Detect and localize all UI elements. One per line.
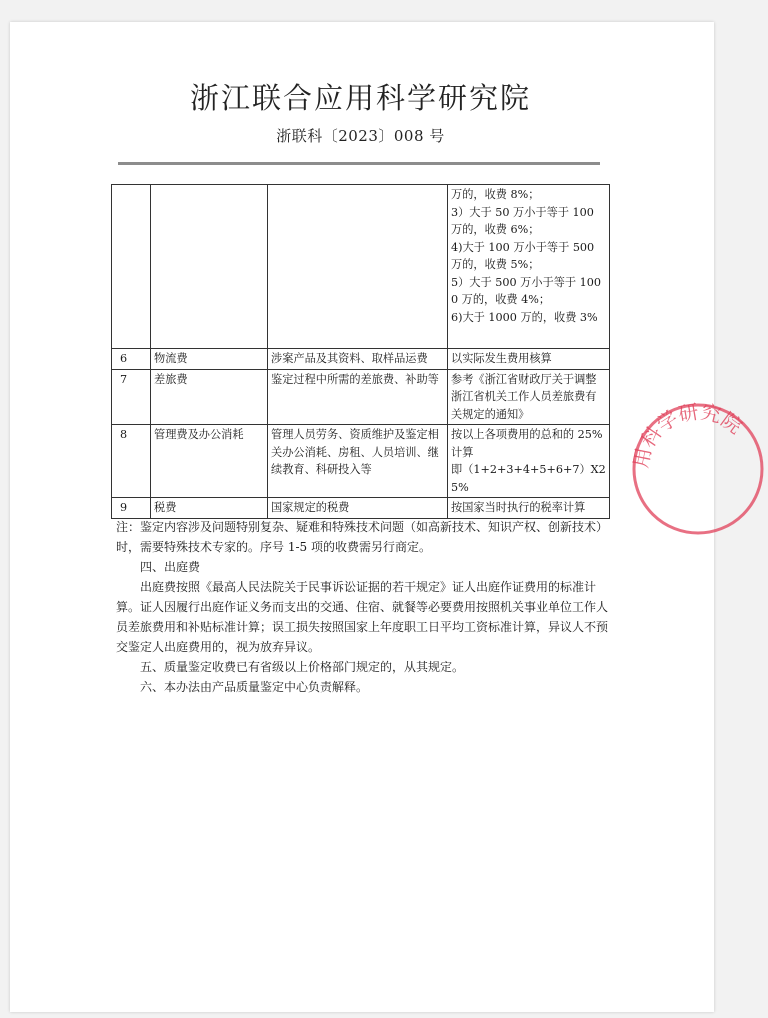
row-number xyxy=(112,185,151,349)
fee-item-name: 管理费及办公消耗 xyxy=(151,425,268,498)
standard-line: 4)大于 100 万小于等于 500 万的，收费 5%； xyxy=(451,240,595,271)
section-4-body: 出庭费按照《最高人民法院关于民事诉讼证据的若干规定》证人出庭作证费用的标准计算。证人因履行出庭作证义务而支出的交通、住宿、就餐等必要费用按照机关事业单位工作人员差旅费用和补贴标准计算；误工损失按照国家上年度职工日平均工资标准计算，异议人不预交鉴定人出庭费用的，视为放弃异议。 xyxy=(116,580,609,654)
fee-item-standard xyxy=(448,369,610,425)
fee-item-name xyxy=(151,185,268,349)
red-seal-stamp xyxy=(628,398,747,540)
standard-line: 按以上各项费用的总和的 25%计算 xyxy=(451,428,603,459)
standard-line: 5）大于 500 万小于等于 1000 万的，收费 4%； xyxy=(451,275,601,306)
fee-item-standard xyxy=(448,498,610,519)
row-number: 8 xyxy=(112,425,151,498)
fee-table xyxy=(111,184,610,519)
section-4-heading: 四、出庭费 xyxy=(140,560,201,574)
fee-item-name: 税费 xyxy=(151,498,268,519)
table-row xyxy=(112,498,610,519)
standard-line: 参考《浙江省财政厅关于调整浙江省机关工作人员差旅费有关规定的通知》 xyxy=(451,372,597,421)
table-row xyxy=(112,349,610,370)
seal-graphic xyxy=(628,398,768,540)
fee-item-content xyxy=(268,185,448,349)
fee-item-name: 物流费 xyxy=(151,349,268,370)
table-row xyxy=(112,425,610,498)
standard-line: 3）大于 50 万小于等于 100 万的，收费 6%； xyxy=(451,205,594,236)
fee-item-content: 管理人员劳务、资质维护及鉴定相关办公消耗、房租、人员培训、继续教育、科研投入等 xyxy=(268,425,448,498)
fee-item-content: 涉案产品及其资料、取样品运费 xyxy=(268,349,448,370)
seal-text: 用科学研究院 xyxy=(628,399,747,470)
table-row xyxy=(112,185,610,349)
standard-line: 万的，收费 8%； xyxy=(451,188,540,201)
fee-item-content: 鉴定过程中所需的差旅费、补助等 xyxy=(268,369,448,425)
section-6: 六、本办法由产品质量鉴定中心负责解释。 xyxy=(140,680,369,694)
row-number: 9 xyxy=(112,498,151,519)
fee-item-standard xyxy=(448,185,610,349)
standard-line: 按国家当时执行的税率计算 xyxy=(451,501,586,514)
table-row xyxy=(112,369,610,425)
fee-item-name: 差旅费 xyxy=(151,369,268,425)
org-title: 浙江联合应用科学研究院 xyxy=(189,81,531,115)
row-number: 7 xyxy=(112,369,151,425)
row-number: 6 xyxy=(112,349,151,370)
fee-item-standard xyxy=(448,425,610,498)
document-number: 浙联科〔2023〕008 号 xyxy=(276,127,445,145)
table-note: 注：鉴定内容涉及问题特别复杂、疑难和特殊技术问题（如高新技术、知识产权、创新技术）时，需要特殊技术专家的。序号 1-5 项的收费需另行商定。 xyxy=(116,520,609,554)
fee-item-standard xyxy=(448,349,610,370)
standard-line: 以实际发生费用核算 xyxy=(451,352,552,365)
header-rule xyxy=(118,162,600,165)
fee-item-content: 国家规定的税费 xyxy=(268,498,448,519)
standard-line: 即（1+2+3+4+5+6+7）X25% xyxy=(451,463,606,494)
section-5: 五、质量鉴定收费已有省级以上价格部门规定的，从其规定。 xyxy=(140,660,465,674)
standard-line: 6)大于 1000 万的，收费 3% xyxy=(451,310,598,324)
